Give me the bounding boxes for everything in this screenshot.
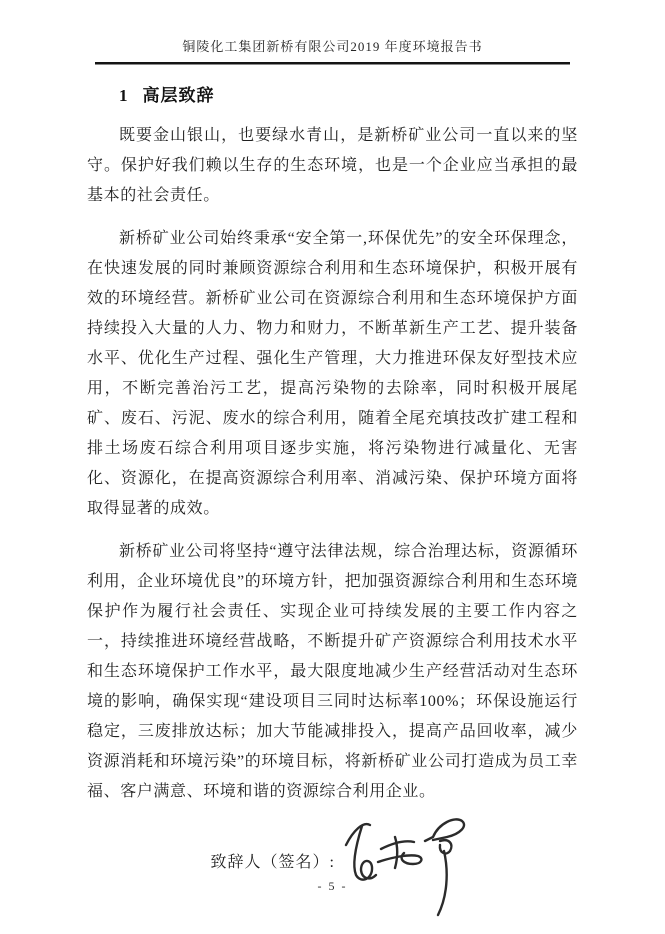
signature-label: 致辞人（签名）:	[210, 854, 335, 871]
paragraph-2: 新桥矿业公司始终秉承“安全第一,环保优先”的安全环保理念，在快速发展的同时兼顾资源综合利用和生态环境保护，积极开展有效的环境经营。新桥矿业公司在资源综合利用和生态环境保护方面持续投入大量的人力、物力和财力，不断革新生产工艺、提升装备水平、优化生产过程、强化生产管理，大力推进环保友好型技术应用，不断完善治污工艺，提高污染物的去除率，同时积极开展尾矿、废石、污泥、废水的综合利用，随着全尾充填技改扩建工程和排土场废石综合利用项目逐步实施，将污染物进行减量化、无害化、资源化，在提高资源综合利用率、消减污染、保护环境方面将取得显著的成效。	[87, 230, 578, 517]
header-title: 铜陵化工集团新桥有限公司2019 年度环境报告书	[182, 39, 483, 54]
header-rule	[95, 62, 570, 65]
paragraph-3: 新桥矿业公司将坚持“遵守法律法规，综合治理达标，资源循环利用，企业环境优良”的环境方针，把加强资源综合利用和生态环境保护作为履行社会责任、实现企业可持续发展的主要工作内容之一，持续推进环境经营战略，不断提升矿产资源综合利用技术水平和生态环境保护工作水平，最大限度地减少生产经营活动对生态环境的影响，确保实现“建设项目三同时达标率100%；环保设施运行稳定，三废排放达标；加大节能减排投入，提高产品回收率，减少资源消耗和环境污染”的环境目标，将新桥矿业公司打造成为员工幸福、客户满意、环境和谐的资源综合利用企业。	[87, 543, 578, 800]
paragraph-1: 既要金山银山，也要绿水青山，是新桥矿业公司一直以来的坚守。保护好我们赖以生存的生态环境，也是一个企业应当承担的最基本的社会责任。	[87, 127, 578, 204]
page-content	[0, 81, 665, 923]
section-heading	[119, 81, 578, 106]
page-number: - 5 -	[317, 879, 348, 893]
handwritten-signature-image	[343, 813, 478, 919]
page-header	[0, 0, 665, 65]
section-heading-text: 高层致辞	[142, 86, 215, 105]
signature-row	[87, 813, 578, 923]
section-heading-number: 1	[119, 86, 129, 105]
